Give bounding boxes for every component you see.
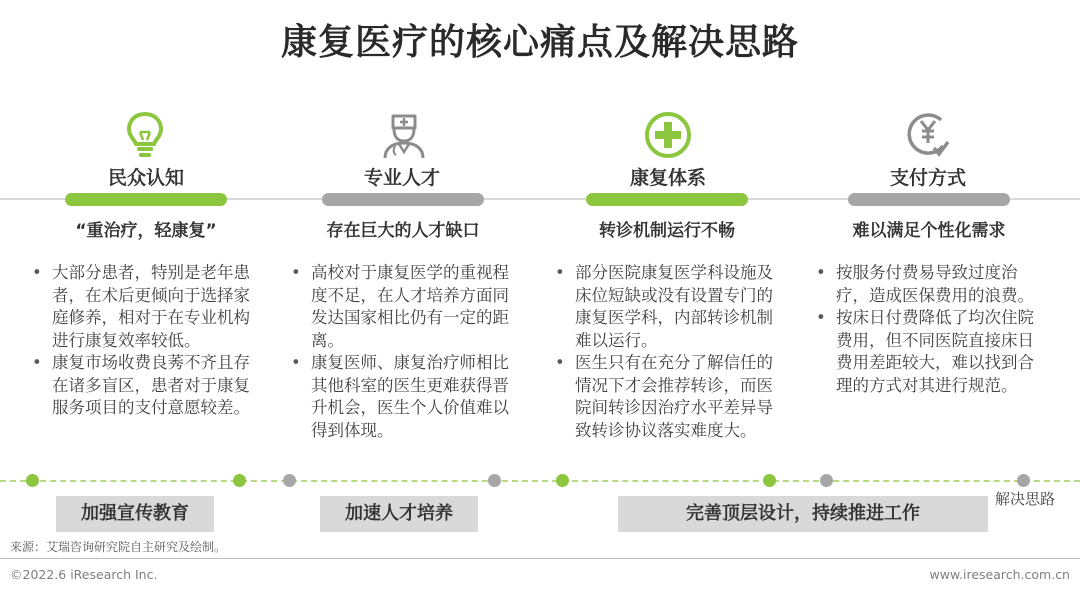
bullet-list-professionals <box>289 262 519 442</box>
bullet-item: • 按服务付费易导致过度治疗，造成医保费用的浪费。 <box>814 262 1044 307</box>
column-label-payment: 支付方式 <box>889 167 966 189</box>
page-title: 康复医疗的核心痛点及解决思路 <box>280 22 799 63</box>
column-label-rehab-system: 康复体系 <box>629 167 706 189</box>
footer-divider <box>0 558 1080 559</box>
medical-cross-icon <box>643 110 693 160</box>
lightbulb-icon <box>120 110 170 160</box>
solution-box-education: 加强宣传教育 <box>56 496 214 532</box>
bullet-item: • 高校对于康复医学的重视程度不足，在人才培养方面同发达国家相比仍有一定的距离。 <box>289 262 519 352</box>
bullet-list-rehab-system <box>553 262 783 442</box>
timeline-dot <box>283 474 296 487</box>
column-bar-payment <box>848 193 1010 206</box>
timeline-dot <box>820 474 833 487</box>
column-bar-public-awareness <box>65 193 227 206</box>
solution-box-talent: 加速人才培养 <box>320 496 478 532</box>
source-note: 来源：艾瑞咨询研究院自主研究及绘制。 <box>10 540 227 554</box>
bullet-list-public-awareness <box>30 262 260 420</box>
solution-timeline <box>0 480 1080 482</box>
bullet-item: • 康复医师、康复治疗师相比其他科室的医生更难获得晋升机会，医生个人价值难以得到体现。 <box>289 352 519 442</box>
timeline-dot <box>488 474 501 487</box>
column-bar-rehab-system <box>586 193 748 206</box>
timeline-dot <box>26 474 39 487</box>
bullet-item: • 大部分患者，特别是老年患者，在术后更倾向于选择家庭修养，相对于在专业机构进行康复效率较低。 <box>30 262 260 352</box>
timeline-dot <box>763 474 776 487</box>
timeline-dot <box>1017 474 1030 487</box>
solution-label: 解决思路 <box>995 490 1056 508</box>
website-link[interactable]: www.iresearch.com.cn <box>929 567 1070 582</box>
solution-box-top-design: 完善顶层设计，持续推进工作 <box>618 496 988 532</box>
column-bar-professionals <box>322 193 484 206</box>
column-label-professionals: 专业人才 <box>363 167 440 189</box>
bullet-item: • 部分医院康复医学科设施及床位短缺或没有设置专门的康复医学科，内部转诊机制难以运行。 <box>553 262 783 352</box>
timeline-dot <box>233 474 246 487</box>
yuan-payment-icon <box>903 110 953 160</box>
column-subtitle-professionals: 存在巨大的人才缺口 <box>326 221 480 241</box>
bullet-item: • 康复市场收费良莠不齐且存在诸多盲区，患者对于康复服务项目的支付意愿较差。 <box>30 352 260 420</box>
timeline-dot <box>556 474 569 487</box>
doctor-icon <box>379 110 429 160</box>
bullet-item: • 医生只有在充分了解信任的情况下才会推荐转诊，而医院间转诊因治疗水平差异导致转诊协议落实难度大。 <box>553 352 783 442</box>
column-label-public-awareness: 民众认知 <box>107 167 184 189</box>
column-subtitle-public-awareness: “重治疗，轻康复” <box>75 221 217 241</box>
bullet-list-payment <box>814 262 1044 397</box>
column-subtitle-rehab-system: 转诊机制运行不畅 <box>599 221 735 241</box>
bullet-item: • 按床日付费降低了均次住院费用，但不同医院直接床日费用差距较大，难以找到合理的方式对其进行规范。 <box>814 307 1044 397</box>
copyright-text: ©2022.6 iResearch Inc. <box>10 567 158 582</box>
column-subtitle-payment: 难以满足个性化需求 <box>852 221 1006 241</box>
